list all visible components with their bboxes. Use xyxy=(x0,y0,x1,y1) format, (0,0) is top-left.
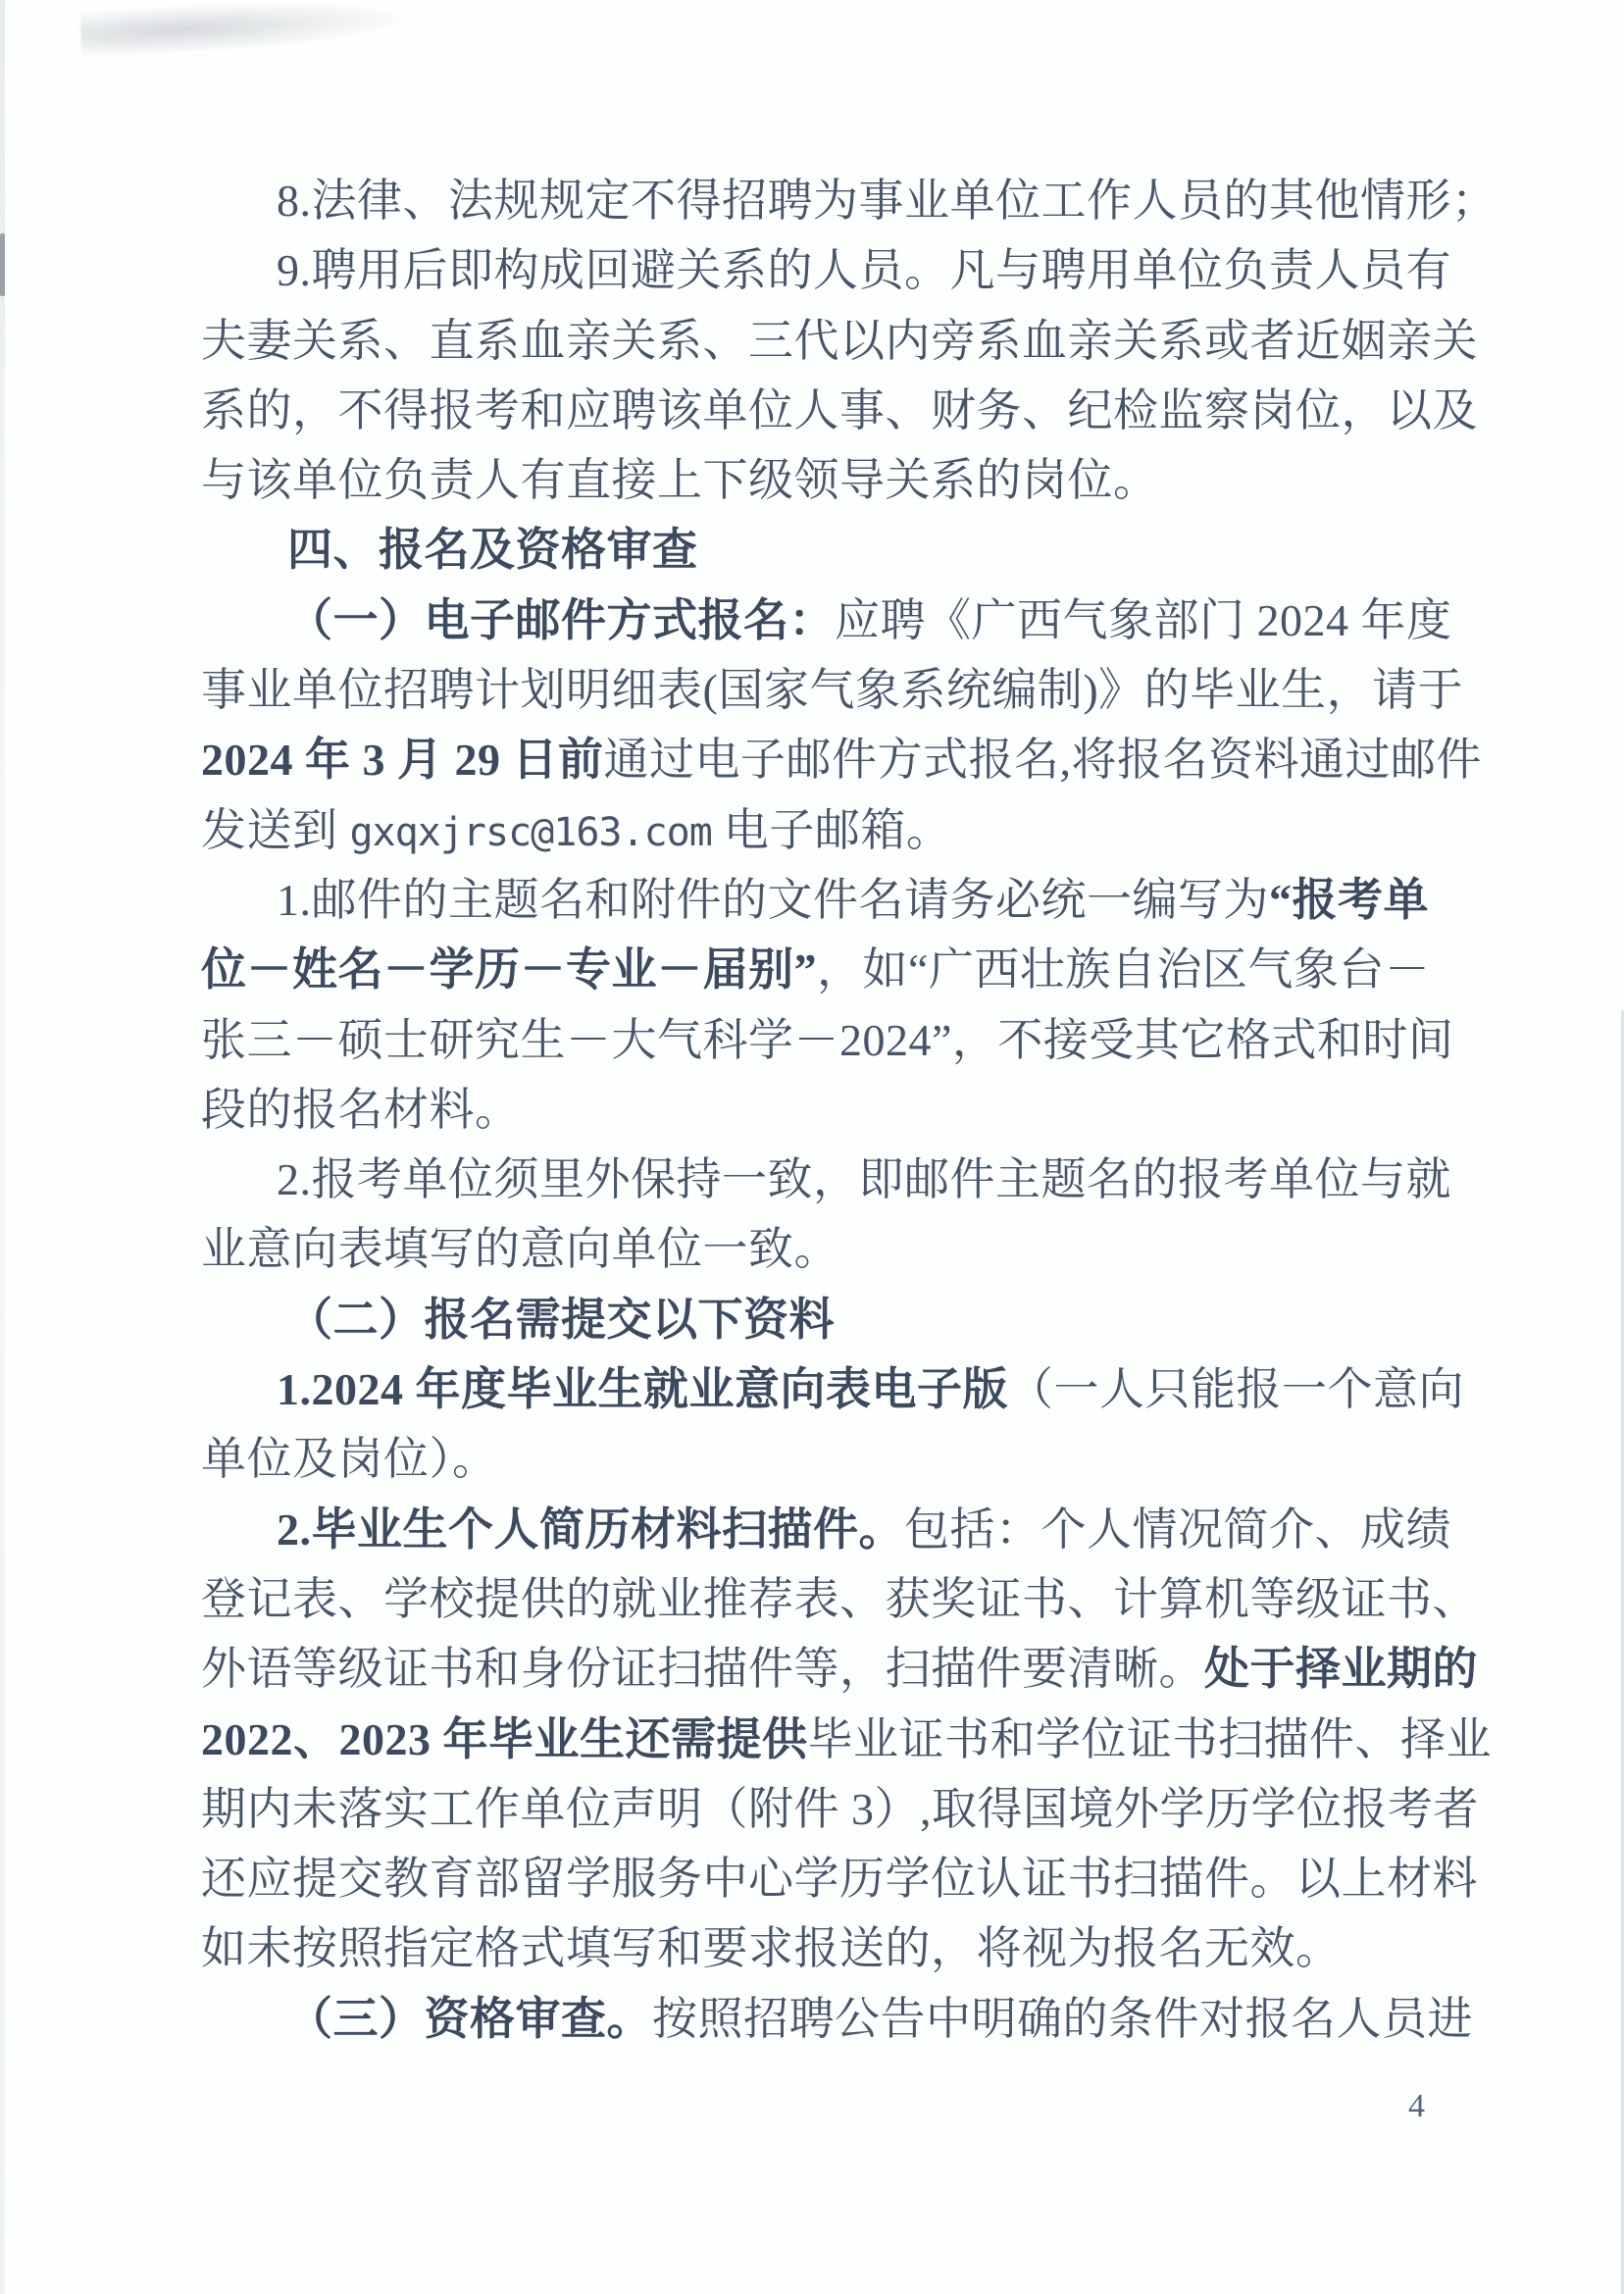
text-line xyxy=(201,1214,1486,1284)
text-line xyxy=(201,1984,1486,2054)
text-line xyxy=(201,1145,1486,1214)
text-run: 1.邮件的主题名和附件的文件名请务必统一编写为 xyxy=(277,874,1269,925)
text-run: 系的，不得报考和应聘该单位人事、财务、纪检监察岗位，以及 xyxy=(201,384,1478,435)
document-body xyxy=(201,166,1497,2054)
text-line xyxy=(201,1913,1486,1983)
text-run: 段的报名材料。 xyxy=(201,1084,521,1135)
text-run: 业意向表填写的意向单位一致。 xyxy=(201,1224,839,1275)
text-run: 处于择业期的 xyxy=(1204,1644,1478,1695)
text-line xyxy=(201,586,1486,655)
text-run: 包括：个人情况简介、成绩 xyxy=(904,1504,1451,1555)
email-text: gxqxjrsc@163.com xyxy=(349,809,712,855)
text-run: 外语等级证书和身份证扫描件等，扫描件要清晰。 xyxy=(201,1644,1204,1695)
text-run: 期内未落实工作单位声明（附件 3）,取得国境外学历学位报考者 xyxy=(201,1783,1479,1834)
text-run: 发送到 xyxy=(201,804,350,855)
text-run: 四、报名及资格审查 xyxy=(287,525,698,576)
text-run: 夫妻关系、直系血亲关系、三代以内旁系血亲关系或者近姻亲关 xyxy=(201,315,1478,366)
text-run: （二）报名需提交以下资料 xyxy=(287,1294,835,1345)
text-line xyxy=(201,1075,1486,1145)
text-run: 登记表、学校提供的就业推荐表、获奖证书、计算机等级证书、 xyxy=(201,1573,1478,1624)
text-run: ，如“广西壮族自治区气象台－ xyxy=(817,944,1431,995)
text-line xyxy=(201,865,1486,935)
scan-smudge-artifact xyxy=(79,0,425,56)
text-run: 2022、2023 年毕业生还需提供 xyxy=(201,1713,808,1764)
text-run: 2.毕业生个人简历材料扫描件。 xyxy=(277,1504,904,1555)
text-run: 还应提交教育部留学服务中心学历学位认证书扫描件。以上材料 xyxy=(201,1854,1478,1905)
text-line xyxy=(201,515,1486,585)
text-run: 2.报考单位须里外保持一致，即邮件主题名的报考单位与就 xyxy=(277,1154,1451,1205)
text-line xyxy=(201,655,1486,725)
text-run: （一）电子邮件方式报名： xyxy=(287,594,835,645)
text-run: “报考单 xyxy=(1269,874,1429,925)
text-run: 位－姓名－学历－专业－届别” xyxy=(201,944,817,995)
text-run: 张三－硕士研究生－大气科学－2024”，不接受其它格式和时间 xyxy=(201,1014,1454,1065)
text-run: 8.法律、法规规定不得招聘为事业单位工作人员的其他情形； xyxy=(277,176,1497,226)
text-run: 电子邮箱。 xyxy=(711,804,952,855)
text-run: 如未按照指定格式填写和要求报送的，将视为报名无效。 xyxy=(201,1923,1342,1974)
text-run: 单位及岗位）。 xyxy=(201,1434,498,1485)
text-run: 毕业证书和学位证书扫描件、择业 xyxy=(807,1713,1492,1764)
scan-edge-mark xyxy=(0,233,5,296)
text-line xyxy=(201,1774,1486,1844)
text-run: 按照招聘公告中明确的条件对报名人员进 xyxy=(652,1993,1473,2044)
text-line xyxy=(201,306,1486,376)
text-run: （三）资格审查。 xyxy=(287,1993,652,2044)
text-line xyxy=(201,166,1497,235)
text-line xyxy=(201,1844,1486,1913)
page-number: 4 xyxy=(1408,2088,1425,2124)
text-line xyxy=(201,1564,1486,1634)
text-line xyxy=(201,1424,1486,1494)
text-run: 事业单位招聘计划明细表(国家气象系统编制)》的毕业生，请于 xyxy=(201,665,1464,716)
text-run: 2024 年 3 月 29 日前 xyxy=(201,735,604,786)
text-run: 应聘《广西气象部门 2024 年度 xyxy=(835,594,1452,645)
text-run: 9.聘用后即构成回避关系的人员。凡与聘用单位负责人员有 xyxy=(277,245,1451,296)
scan-left-edge-shadow xyxy=(0,0,5,2294)
text-line xyxy=(201,235,1486,305)
text-line xyxy=(201,1495,1486,1564)
text-line xyxy=(201,935,1486,1004)
text-line xyxy=(201,1354,1486,1424)
text-run: （一人只能报一个意向 xyxy=(1008,1364,1464,1415)
text-line xyxy=(201,1634,1486,1704)
text-line xyxy=(201,445,1486,515)
text-run: 通过电子邮件方式报名,将报名资料通过邮件 xyxy=(603,735,1482,786)
text-line xyxy=(201,1285,1486,1354)
text-line xyxy=(201,376,1486,445)
text-run: 与该单位负责人有直接上下级领导关系的岗位。 xyxy=(201,455,1159,506)
text-run: 1.2024 年度毕业生就业意向表电子版 xyxy=(277,1364,1008,1415)
text-line xyxy=(201,1005,1486,1075)
text-line xyxy=(201,725,1486,794)
text-line xyxy=(201,795,1486,865)
text-line xyxy=(201,1705,1492,1774)
